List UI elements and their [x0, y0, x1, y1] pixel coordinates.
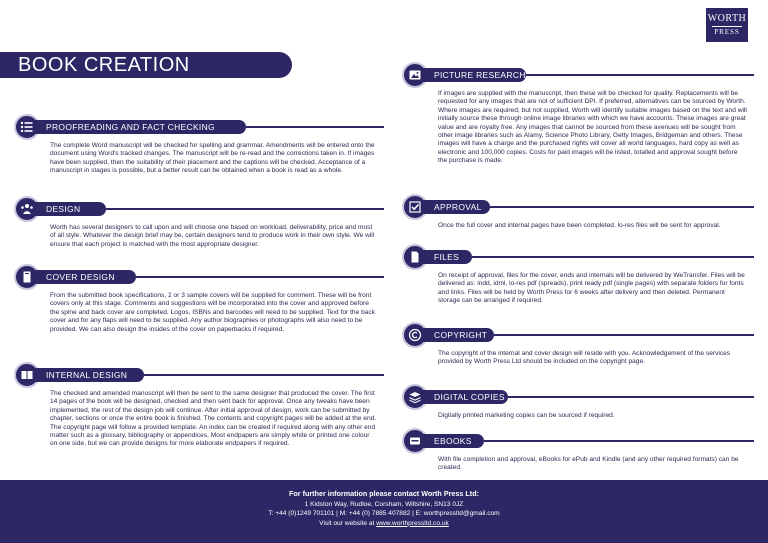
section-heading: DESIGN: [34, 202, 106, 216]
section-cover-design: [14, 264, 384, 334]
footer-heading: For further information please contact Worth Press Ltd:: [289, 489, 479, 498]
section-body: Worth has several designers to call upon and will choose one based on workload, deliverability, price and most of all style. Whatever the design brief may be, certain designers tend to produce work in their own style. We will ensure that each project is matched with the most appropriate designer.: [50, 224, 375, 248]
section-body: The checked and amended manuscript will then be sent to the same designer that produced the cover. The first 14 pages of the book will be designed, checked and then sent back for approval. Once any tweaks have been implemented, the rest of the design job will continue. After initial approval of design, work can be submitted by chapter, sections or once the entire book is finished. The contents and copyright pages will be added at the end. The copyright page will follow a provided template. An index can be created if required along with any other end matter such as a glossary, bibliography or appendices. Most endpapers are simply white or printed one colour on one side, but we can provide designs for more elaborate endpapers if required.: [50, 390, 377, 448]
section-heading: EBOOKS: [422, 434, 484, 448]
section-heading: DIGITAL COPIES: [422, 390, 508, 404]
section-heading: COVER DESIGN: [34, 270, 136, 284]
section-heading: INTERNAL DESIGN: [34, 368, 144, 382]
section-internal-design: [14, 362, 384, 449]
section-picture-research: [402, 62, 754, 166]
section-body: The complete Word manuscript will be checked for spelling and grammar. Amendments will be entered onto the document using Word's tracked changes. The manuscript will be re-read and the corrections taken in. If images have been supplied, then the suitability of their placement and the captions will be checked. Acceptance of a manuscript in stages is possible, but a better result can be obtained when a book is read as a whole.: [50, 142, 375, 175]
section-heading: PROOFREADING AND FACT CHECKING: [34, 120, 246, 134]
logo-line-1: WORTH: [707, 13, 747, 24]
section-ebooks: [402, 428, 754, 473]
section-body: Digitally printed marketing copies can be sourced if required.: [438, 412, 615, 419]
section-copyright: [402, 322, 754, 367]
footer-address: 1 Kidston Way, Rudloe, Corsham, Wiltshire, SN13 0JZ: [304, 500, 464, 508]
section-design: [14, 196, 384, 249]
footer-contact: T: +44 (0)1249 701101 | M: +44 (0) 7885 407882 | E: worthpressltd@gmail.com: [268, 510, 500, 517]
section-files: [402, 244, 754, 306]
section-body: If images are supplied with the manuscript, then these will be checked for quality. Replacements will be requested for any images that are not of sufficient DPI. If preferred, alternatives can be sourced by Worth. Where images are required, but not supplied, Worth will identify suitable images based on the text and will initially source these through online image libraries with which we have accounts. These images are great value and are royalty free. Any images that cannot be sourced from these avenues will be sought from other image libraries such as Alamy, Science Photo Library, Getty Images, Bridgeman and others. These images will have a charge and the purchased rights will cover all world languages, hard copy as well as electronic and 100,000 copies. Costs for paid images will be listed, totalled and approval sought before the purchase is made.: [438, 90, 747, 165]
worth-press-logo: [706, 8, 748, 42]
section-heading: COPYRIGHT: [422, 328, 494, 342]
section-body: Once the full cover and internal pages have been completed, lo-res files will be sent for approval.: [438, 222, 721, 229]
website-link[interactable]: www.worthpressltd.co.uk: [376, 519, 449, 527]
contact-footer: [0, 480, 768, 543]
section-proofreading: [14, 114, 384, 176]
logo-line-2: PRESS: [714, 28, 740, 36]
section-heading: APPROVAL: [422, 200, 490, 214]
section-body: The copyright of the internal and cover design will reside with you. Acknowledgement of the services provided by Worth Press Ltd should be included on the copyright page.: [438, 350, 731, 366]
section-body: On receipt of approval, files for the cover, ends and internals will be delivered by WeTransfer. Files will be delivered as: indd, idml, lo-res pdf (spreads), print ready pdf (single pages) with separate folders for fonts and links. Files will be held by Worth Press for 6 weeks after delivery and then deleted. Permanent storage can be arranged if required.: [438, 272, 745, 305]
section-heading: FILES: [422, 250, 472, 264]
section-heading: PICTURE RESEARCH: [422, 68, 526, 82]
section-digital-copies: [402, 384, 754, 420]
page-title: BOOK CREATION SERVICES: [0, 52, 292, 78]
section-body: With file completion and approval, eBooks for ePub and Kindle (and any other required formats) can be created.: [438, 456, 739, 472]
footer-website-prefix: Visit our website at: [319, 519, 375, 527]
footer-website-line: [0, 519, 768, 529]
section-approval: [402, 194, 754, 230]
section-body: From the submitted book specifications, 2 or 3 sample covers will be supplied for comment. These will be front covers only at this stage. Comments and suggestions will be incorporated into the cover and approved before the spine and back cover are completed. Logos, ISBNs and barcodes will need to be supplied. Text for the back cover and for any flaps will need to be supplied. Any author biographies or photographs will also need to be provided. We can also design the insides of the cover on paperbacks if required.: [50, 292, 375, 333]
